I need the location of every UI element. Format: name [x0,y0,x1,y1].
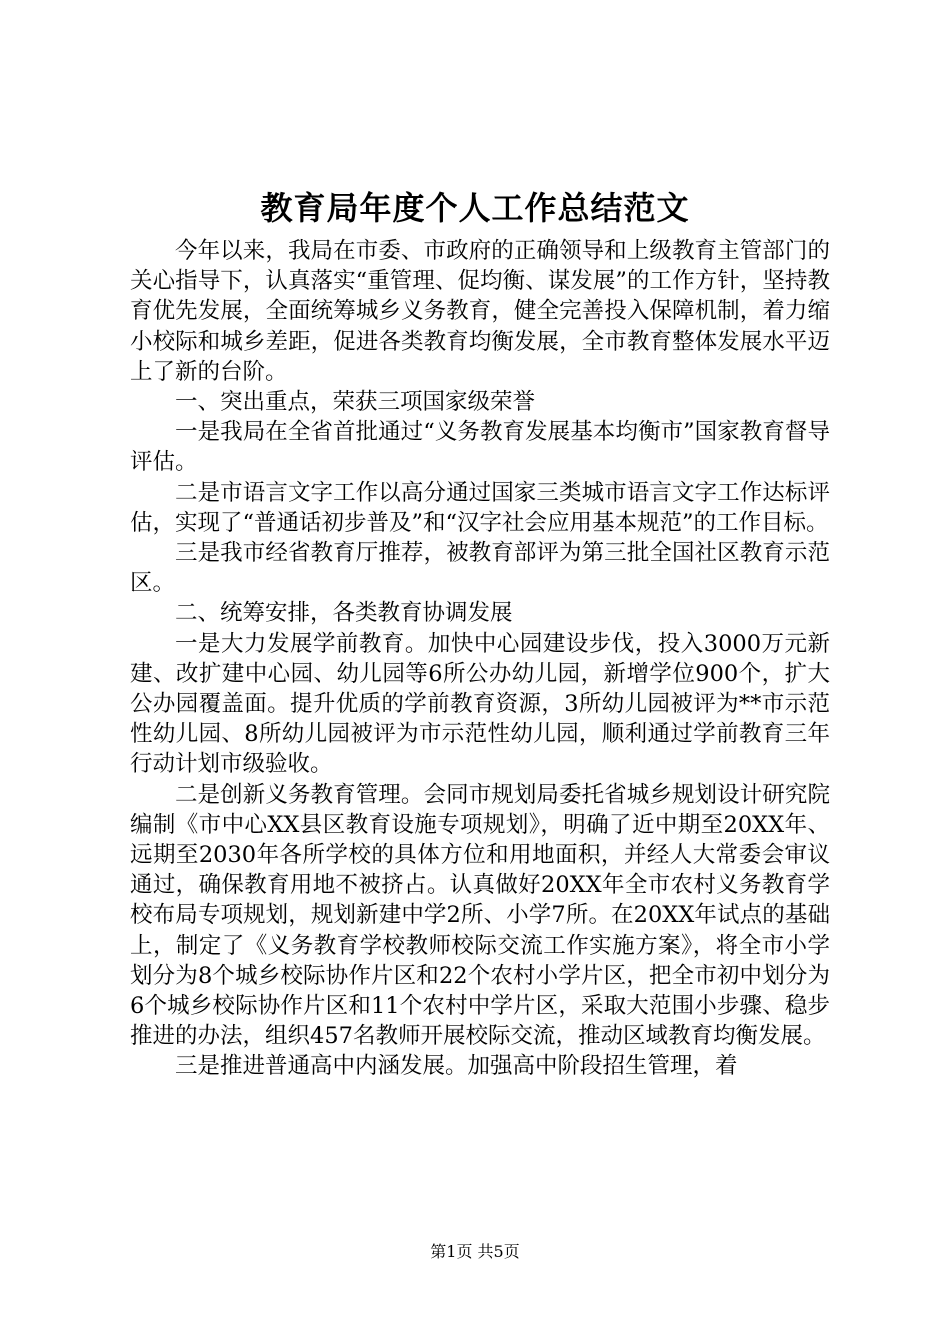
paragraph-item: 三是推进普通高中内涵发展。加强高中阶段招生管理，着 [175,1053,738,1080]
paragraph-intro: 今年以来，我局在市委、市政府的正确领导和上级教育主管部门的关心指导下，认真落实“重管理、促均衡、谋发展”的工作方针，坚持教育优先发展，全面统筹城乡义务教育，健全完善投入保障机制，着力缩小校际和城乡差距，促进各类教育均衡发展，全市教育整体发展水平迈上了新的台阶。 [130,238,830,385]
document-title: 教育局年度个人工作总结范文 [260,189,690,227]
page-footer: 第1页 共5页 [430,1242,520,1261]
paragraph-item: 二是市语言文字工作以高分通过国家三类城市语言文字工作达标评估，实现了“普通话初步普及”和“汉字社会应用基本规范”的工作目标。 [130,479,830,536]
section-heading-2: 二、统筹安排，各类教育协调发展 [175,600,513,627]
paragraph-item: 三是我市经省教育厅推荐，被教育部评为第三批全国社区教育示范区。 [130,540,830,597]
section-heading-1: 一、突出重点，荣获三项国家级荣誉 [175,389,536,416]
document-body [130,236,830,1082]
paragraph-item: 一是大力发展学前教育。加快中心园建设步伐，投入3000万元新建、改扩建中心园、幼儿园等6所公办幼儿园，新增学位900个，扩大公办园覆盖面。提升优质的学前教育资源，3所幼儿园被评为**市示范性幼儿园、8所幼儿园被评为市示范性幼儿园，顺利通过学前教育三年行动计划市级验收。 [130,630,830,778]
paragraph-item: 二是创新义务教育管理。会同市规划局委托省城乡规划设计研究院编制《市中心XX县区教育设施专项规划》，明确了近中期至20XX年、远期至2030年各所学校的具体方位和用地面积，并经人大常委会审议通过，确保教育用地不被挤占。认真做好20XX年全市农村义务教育学校布局专项规划，规划新建中学2所、小学7所。在20XX年试点的基础上，制定了《义务教育学校教师校际交流工作实施方案》，将全市小学划分为8个城乡校际协作片区和22个农村小学片区，把全市初中划分为6个城乡校际协作片区和11个农村中学片区，采取大范围小步骤、稳步推进的办法，组织457名教师开展校际交流，推动区域教育均衡发展。 [130,781,830,1050]
paragraph-item: 一是我局在全省首批通过“义务教育发展基本均衡市”国家教育督导评估。 [130,419,830,476]
